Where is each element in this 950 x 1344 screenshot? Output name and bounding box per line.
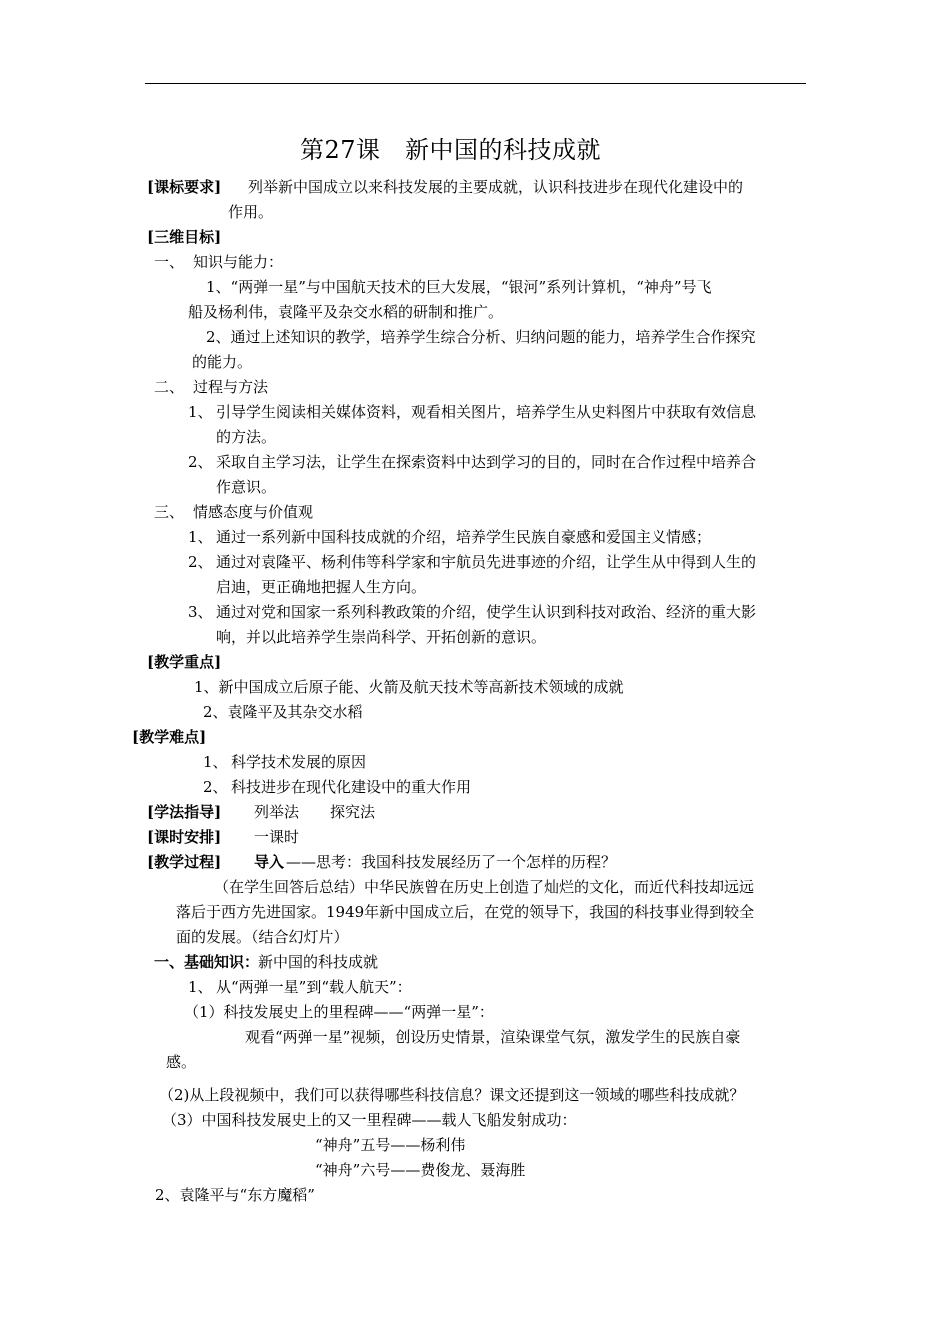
shenzhou6-item: “神舟”六号——费俊龙、聂海胜 <box>315 1161 526 1179</box>
header-rule <box>145 83 806 84</box>
section3-heading: 情感态度与价值观 <box>193 503 314 521</box>
daoru-text: ——思考：我国科技发展经历了一个怎样的历程？ <box>286 853 617 871</box>
section2-heading: 过程与方法 <box>193 378 269 396</box>
s2-item2-num: 2、 <box>188 453 213 471</box>
kebiao-text-line1: 列举新中国成立以来科技发展的主要成就，认识科技进步在现代化建设中的 <box>248 178 744 196</box>
s1-item2-line1: 2、通过上述知识的教学，培养学生综合分析、归纳问题的能力，培养学生合作探究 <box>206 328 756 346</box>
s3-item1-line1: 通过一系列新中国科技成就的介绍，培养学生民族自豪感和爱国主义情感； <box>216 528 712 546</box>
sanwei-label: [三维目标] <box>147 228 222 246</box>
zhongdian-label: [教学重点] <box>147 653 222 671</box>
shenzhou5-item: “神舟”五号——杨利伟 <box>315 1136 466 1154</box>
zhongdian-item2: 2、袁隆平及其杂交水稻 <box>203 703 363 721</box>
s3-item3-line2: 响，并以此培养学生崇尚科学、开拓创新的意识。 <box>216 628 547 646</box>
zhongdian-item1: 1、新中国成立后原子能、火箭及航天技术等高新技术领域的成就 <box>194 678 624 696</box>
keshi-label: [课时安排] <box>147 828 222 846</box>
s3-item3-num: 3、 <box>188 603 213 621</box>
nandian-label: [教学难点] <box>132 728 207 746</box>
s2-item2-line1: 采取自主学习法，让学生在探索资料中达到学习的目的，同时在合作过程中培养合 <box>216 453 757 471</box>
sub1-text-line2: 感。 <box>166 1053 197 1071</box>
kebiao-label: [课标要求] <box>147 178 222 196</box>
s3-item2-line2: 启迪，更正确地把握人生方向。 <box>216 578 427 596</box>
section3-num: 三、 <box>154 503 185 521</box>
page-title: 第27课 新中国的科技成就 <box>300 136 602 164</box>
h1-num: 1、 <box>188 978 213 996</box>
section2-num: 二、 <box>154 378 185 396</box>
s2-item1-line1: 引导学生阅读相关媒体资料，观看相关图片，培养学生从史料图片中获取有效信息 <box>216 403 757 421</box>
nandian-item1: 科学技术发展的原因 <box>231 753 367 771</box>
sub2-question: （2)从上段视频中，我们可以获得哪些科技信息？课文还提到这一领域的哪些科技成就？ <box>159 1086 745 1104</box>
h1-heading: 从“两弹一星”到“载人航天”： <box>216 978 412 996</box>
s2-item1-line2: 的方法。 <box>216 428 277 446</box>
xuefa-label: [学法指导] <box>147 803 222 821</box>
sub3-heading: （3）中国科技发展史上的又一里程碑——载人飞船发射成功： <box>162 1111 577 1129</box>
nandian-item1-num: 1、 <box>203 753 228 771</box>
s1-item1-line1: 1、“两弹一星”与中国航天技术的巨大发展，“银河”系列计算机，“神舟”号飞 <box>206 278 712 296</box>
keshi-value: 一课时 <box>254 828 300 846</box>
sub1-text-line1: 观看“两弹一星”视频，创设历史情景，渲染课堂气氛，激发学生的民族自豪 <box>245 1028 741 1046</box>
h2-heading: 2、袁隆平与“东方魔稻” <box>155 1186 315 1204</box>
s2-item2-line2: 作意识。 <box>216 478 277 496</box>
section1-num: 一、 <box>154 253 185 271</box>
s3-item3-line1: 通过对党和国家一系列科教政策的介绍，使学生认识到科技对政治、经济的重大影 <box>216 603 757 621</box>
xuefa-value1: 列举法 <box>254 803 300 821</box>
kebiao-text-line2: 作用。 <box>228 203 274 221</box>
nandian-item2-num: 2、 <box>203 778 228 796</box>
intro-para-line3: 面的发展。（结合幻灯片） <box>176 928 349 946</box>
s3-item2-line1: 通过对袁隆平、杨利伟等科学家和宇航员先进事迹的介绍，让学生从中得到人生的 <box>216 553 757 571</box>
s3-item1-num: 1、 <box>188 528 213 546</box>
section1-heading: 知识与能力： <box>193 253 284 271</box>
xuefa-value2: 探究法 <box>330 803 376 821</box>
guocheng-label: [教学过程] <box>147 853 222 871</box>
jichu-label: 一、基础知识： <box>154 953 260 971</box>
s2-item1-num: 1、 <box>188 403 213 421</box>
sub1-heading: （1）科技发展史上的里程碑——“两弹一星”： <box>184 1003 494 1021</box>
jichu-text: 新中国的科技成就 <box>258 953 379 971</box>
daoru-label: 导入 <box>254 853 285 871</box>
s1-item2-line2: 的能力。 <box>192 353 253 371</box>
intro-para-line2: 落后于西方先进国家。1949年新中国成立后，在党的领导下，我国的科技事业得到较全 <box>176 903 755 921</box>
s3-item2-num: 2、 <box>188 553 213 571</box>
nandian-item2: 科技进步在现代化建设中的重大作用 <box>231 778 472 796</box>
s1-item1-line2: 船及杨利伟，袁隆平及杂交水稻的研制和推广。 <box>188 303 504 321</box>
intro-para-line1: （在学生回答后总结）中华民族曾在历史上创造了灿烂的文化，而近代科技却远远 <box>214 878 755 896</box>
